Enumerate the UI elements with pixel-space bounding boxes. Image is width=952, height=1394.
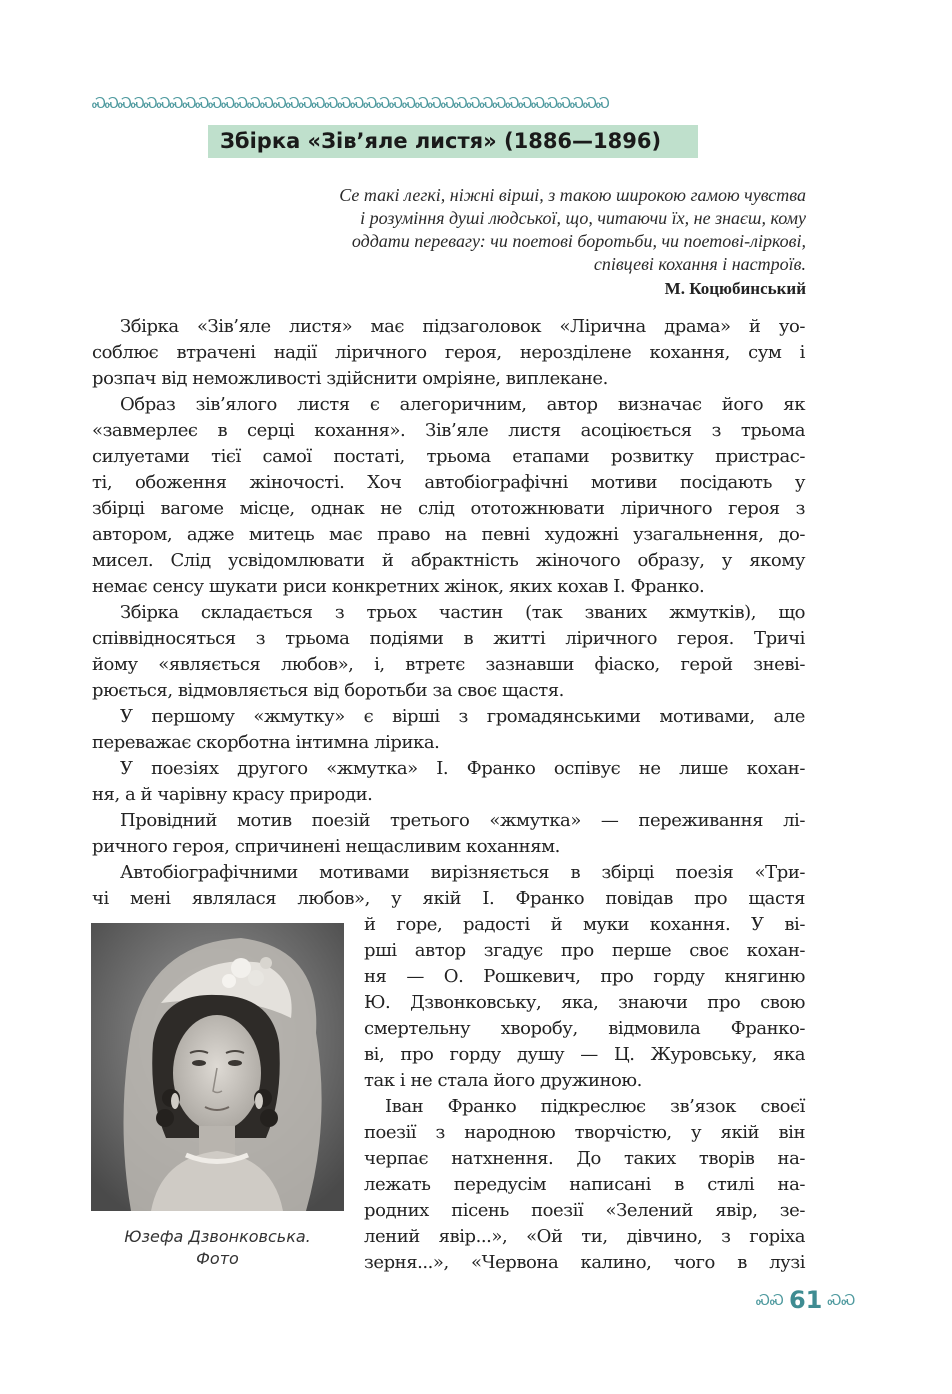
text-line: Образ зів’ялого листя є алегоричним, автор визначає його як	[120, 394, 805, 415]
epigraph	[180, 184, 806, 276]
text-line: Ю. Дзвонковську, яка, знаючи про свою	[364, 992, 805, 1013]
text-line: лежать передусім написані в стилі на-	[364, 1174, 805, 1195]
page-ornament-left: ᏍᏍ	[756, 1291, 784, 1309]
text-line: смертельну хворобу, відмовила Франко-	[364, 1018, 805, 1039]
text-line: розпач від неможливості здійснити омріяне, виплекане.	[92, 368, 608, 389]
text-line: ті, обоження жіночості. Хоч автобіографічні мотиви посідають у	[92, 472, 805, 493]
text-line: й горе, радості й муки кохання. У ві-	[364, 914, 805, 935]
caption-line: Фото	[196, 1249, 239, 1268]
text-line: Збірка складається з трьох частин (так званих жмутків), що	[120, 602, 805, 623]
text-line: немає сенсу шукати риси конкретних жінок, яких кохав І. Франко.	[92, 576, 705, 597]
text-line: чі мені являлася любов», у якій І. Франко повідав про щастя	[92, 888, 805, 909]
section-title	[208, 125, 698, 158]
text-line: ві, про горду душу — Ц. Журовську, яка	[364, 1044, 805, 1065]
text-line: ричного героя, спричинені нещасливим коханням.	[92, 836, 560, 857]
text-line: силуетами тієї самої постаті, трьома етапами розвитку пристрас-	[92, 446, 805, 467]
text-line: мисел. Слід усвідомлювати й абрактність жіночого образу, у якому	[92, 550, 805, 571]
decorative-ornament-border	[92, 94, 882, 114]
page-ornament-right: ᏍᏍ	[827, 1291, 856, 1309]
text-line: лений явір...», «Ой ти, дівчино, з горіха	[364, 1226, 805, 1247]
portrait-illustration	[91, 923, 344, 1211]
text-line: соблює втрачені надії ліричного героя, нерозділене кохання, сум і	[92, 342, 805, 363]
photo-caption	[91, 1226, 344, 1270]
text-line: збірці вагоме місце, однак не слід ототожнювати ліричного героя з	[92, 498, 805, 519]
text-line: ня — О. Рошкевич, про горду княгиню	[364, 966, 805, 987]
text-line: так і не стала його дружиною.	[364, 1070, 642, 1091]
text-line: рюється, відмовляється від боротьби за своє щастя.	[92, 680, 564, 701]
text-line: співвідносяться з трьома подіями в житті ліричного героя. Тричі	[92, 628, 805, 649]
text-line: ня, а й чарівну красу природи.	[92, 784, 373, 805]
portrait-photo	[91, 923, 344, 1211]
text-line: Збірка «Зів’яле листя» має підзаголовок «Лірична драма» й уо-	[120, 316, 805, 337]
text-line: У поезіях другого «жмутка» І. Франко оспівує не лише кохан-	[120, 758, 805, 779]
text-line: Іван Франко підкреслює зв’язок своєї	[385, 1096, 805, 1117]
epigraph-line: і розуміння душі людської, що, читаючи їх, не знаєш, кому	[360, 208, 806, 228]
text-line: поезії з народною творчістю, у якій він	[364, 1122, 805, 1143]
text-line: рші автор згадує про перше своє кохан-	[364, 940, 805, 961]
caption-line: Юзефа Дзвонковська.	[124, 1227, 311, 1246]
epigraph-line: оддати перевагу: чи поетові боротьби, чи поетові-ліркові,	[351, 231, 806, 251]
page-number	[756, 1286, 856, 1316]
text-line: автором, адже митець має право на певні художні узагальнення, до-	[92, 524, 805, 545]
text-line: Провідний мотив поезій третього «жмутка» — переживання лі-	[120, 810, 805, 831]
epigraph-author: М. Коцюбинський	[664, 279, 806, 298]
epigraph-line: співцеві кохання і настроїв.	[593, 254, 806, 274]
text-line: Автобіографічними мотивами вирізняється в збірці поезія «Три-	[120, 862, 805, 883]
text-line: У першому «жмутку» є вірші з громадянськими мотивами, але	[120, 706, 805, 727]
section-title-text: Збірка «Зів’яле листя» (1886—1896)	[220, 129, 662, 153]
text-line: переважає скорботна інтимна лірика.	[92, 732, 440, 753]
text-line: йому «являється любов», і, втретє зазнавши фіаско, герой зневі-	[92, 654, 805, 675]
page-number-value: 61	[788, 1286, 823, 1314]
epigraph-line: Се такі легкі, ніжні вірші, з такою широкою гамою чувства	[339, 185, 806, 205]
text-line: «завмерлеє в серці кохання». Зів’яле листя асоціюється з трьома	[92, 420, 805, 441]
text-line: родних пісень поезії «Зелений явір, зе-	[364, 1200, 805, 1221]
text-line: черпає натхнення. До таких творів на-	[364, 1148, 805, 1169]
text-line: зерня...», «Червона калино, чого в лузі	[364, 1252, 805, 1273]
ornament-text: ᏍᏍᏍᏍᏍᏍᏍᏍᏍᏍᏍᏍᏍᏍᏍᏍᏍᏍᏍᏍᏍᏍᏍᏍᏍᏍᏍᏍᏍᏍᏍᏍᏍᏍᏍᏍᏍᏍᏍᏍ	[92, 94, 609, 112]
